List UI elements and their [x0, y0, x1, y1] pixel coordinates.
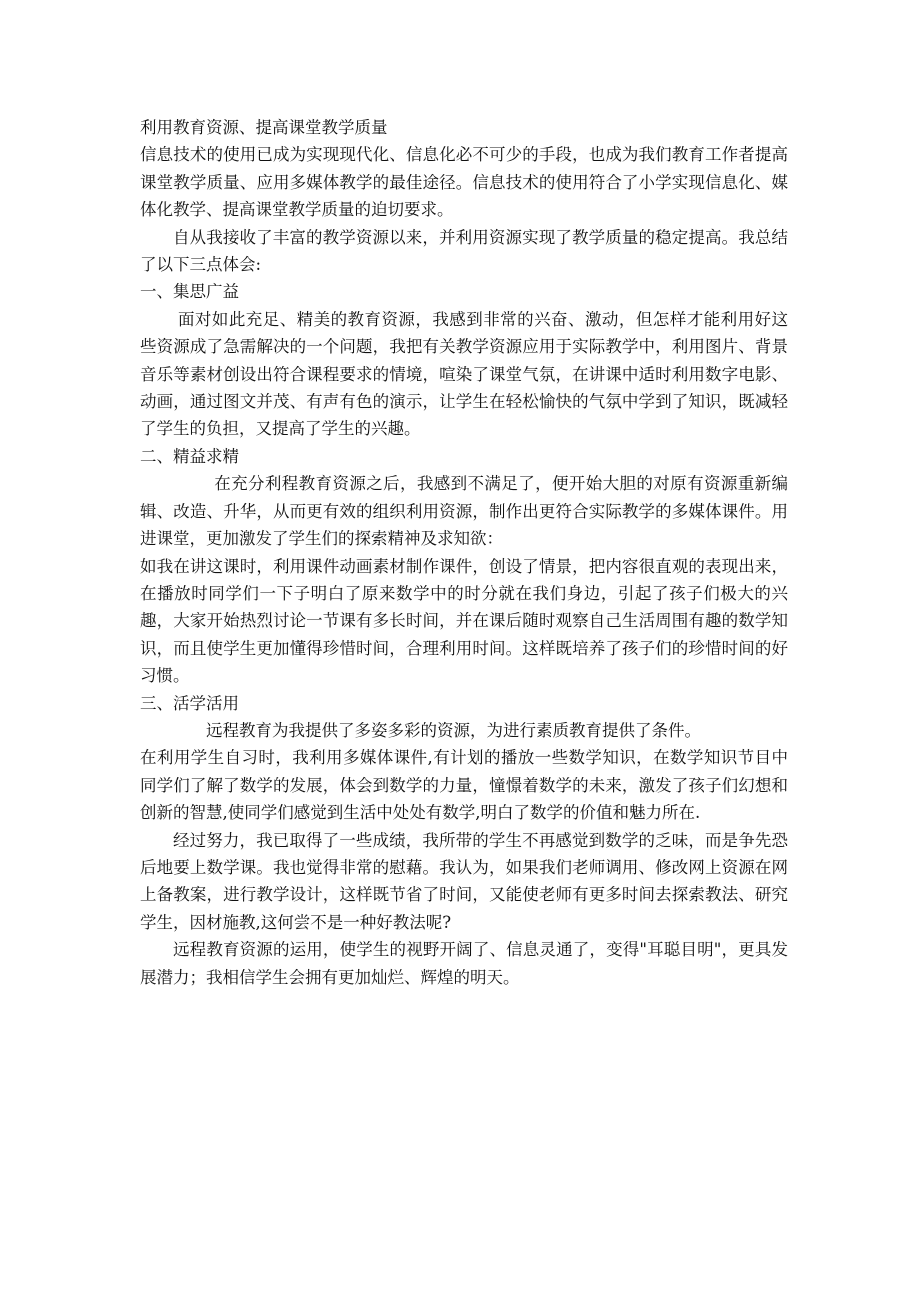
section-heading-2: 二、精益求精 — [140, 446, 239, 466]
document-body — [140, 114, 788, 991]
paragraph-section-2: 在充分利程教育资源之后，我感到不满足了，便开始大胆的对原有资源重新编辑、改造、升华，从而更有效的组织利用资源，制作出更符合实际教学的多媒体课件。用进课堂，更加激发了学生们的探索精神及求知欲： — [140, 474, 788, 549]
section-heading-3: 三、活学活用 — [140, 693, 239, 713]
paragraph-results: 经过努力，我已取得了一些成绩，我所带的学生不再感觉到数学的乏味，而是争先恐后地要上数学课。我也觉得非常的慰藉。我认为，如果我们老师调用、修改网上资源在网上备教案，进行教学设计，这样既节省了时间，又能使老师有更多时间去探索教法、研究学生，因材施教,这何尝不是一种好教法呢? — [140, 830, 788, 932]
paragraph-section-3: 远程教育为我提供了多姿多彩的资源，为进行素质教育提供了条件。 — [206, 720, 701, 740]
section-heading-1: 一、集思广益 — [140, 282, 239, 302]
paragraph-conclusion: 远程教育资源的运用，使学生的视野开阔了、信息灵通了，变得"耳聪目明"，更具发展潜力；我相信学生会拥有更加灿烂、辉煌的明天。 — [140, 940, 788, 987]
paragraph-summary: 自从我接收了丰富的教学资源以来，并利用资源实现了教学质量的稳定提高。我总结了以下三点体会: — [140, 227, 788, 275]
paragraph-section-1: 面对如此充足、精美的教育资源，我感到非常的兴奋、激动，但怎样才能利用好这些资源成了急需解决的一个问题，我把有关教学资源应用于实际教学中，利用图片、背景音乐等素材创设出符合课程要求的情境，喧染了课堂气氛，在讲课中适时利用数字电影、动画，通过图文并茂、有声有色的演示，让学生在轻松愉快的气氛中学到了知识，既减轻了学生的负担，又提高了学生的兴趣。 — [140, 309, 788, 439]
document-title: 利用教育资源、提高课堂教学质量 — [140, 118, 388, 137]
paragraph-self-study: 在利用学生自习时，我利用多媒体课件,有计划的播放一些数学知识，在数学知识节目中同学们了解了数学的发展，体会到数学的力量，憧憬着数学的未来，激发了孩子们幻想和创新的智慧,使同学们感觉到生活中处处有数学,明白了数学的价值和魅力所在. — [140, 748, 788, 823]
paragraph-intro: 信息技术的使用已成为实现现代化、信息化必不可少的手段，也成为我们教育工作者提高课堂教学质量、应用多媒体教学的最佳途径。信息技术的使用符合了小学实现信息化、媒体化教学、提高课堂教学质量的迫切要求。 — [140, 145, 788, 220]
paragraph-example: 如我在讲这课时，利用课件动画素材制作课件，创设了情景，把内容很直观的表现出来，在播放时同学们一下子明白了原来数学中的时分就在我们身边，引起了孩子们极大的兴趣，大家开始热烈讨论一节课有多长时间，并在课后随时观察自己生活周围有趣的数学知识，而且使学生更加懂得珍惜时间，合理利用时间。这样既培养了孩子们的珍惜时间的好习惯。 — [140, 556, 788, 686]
